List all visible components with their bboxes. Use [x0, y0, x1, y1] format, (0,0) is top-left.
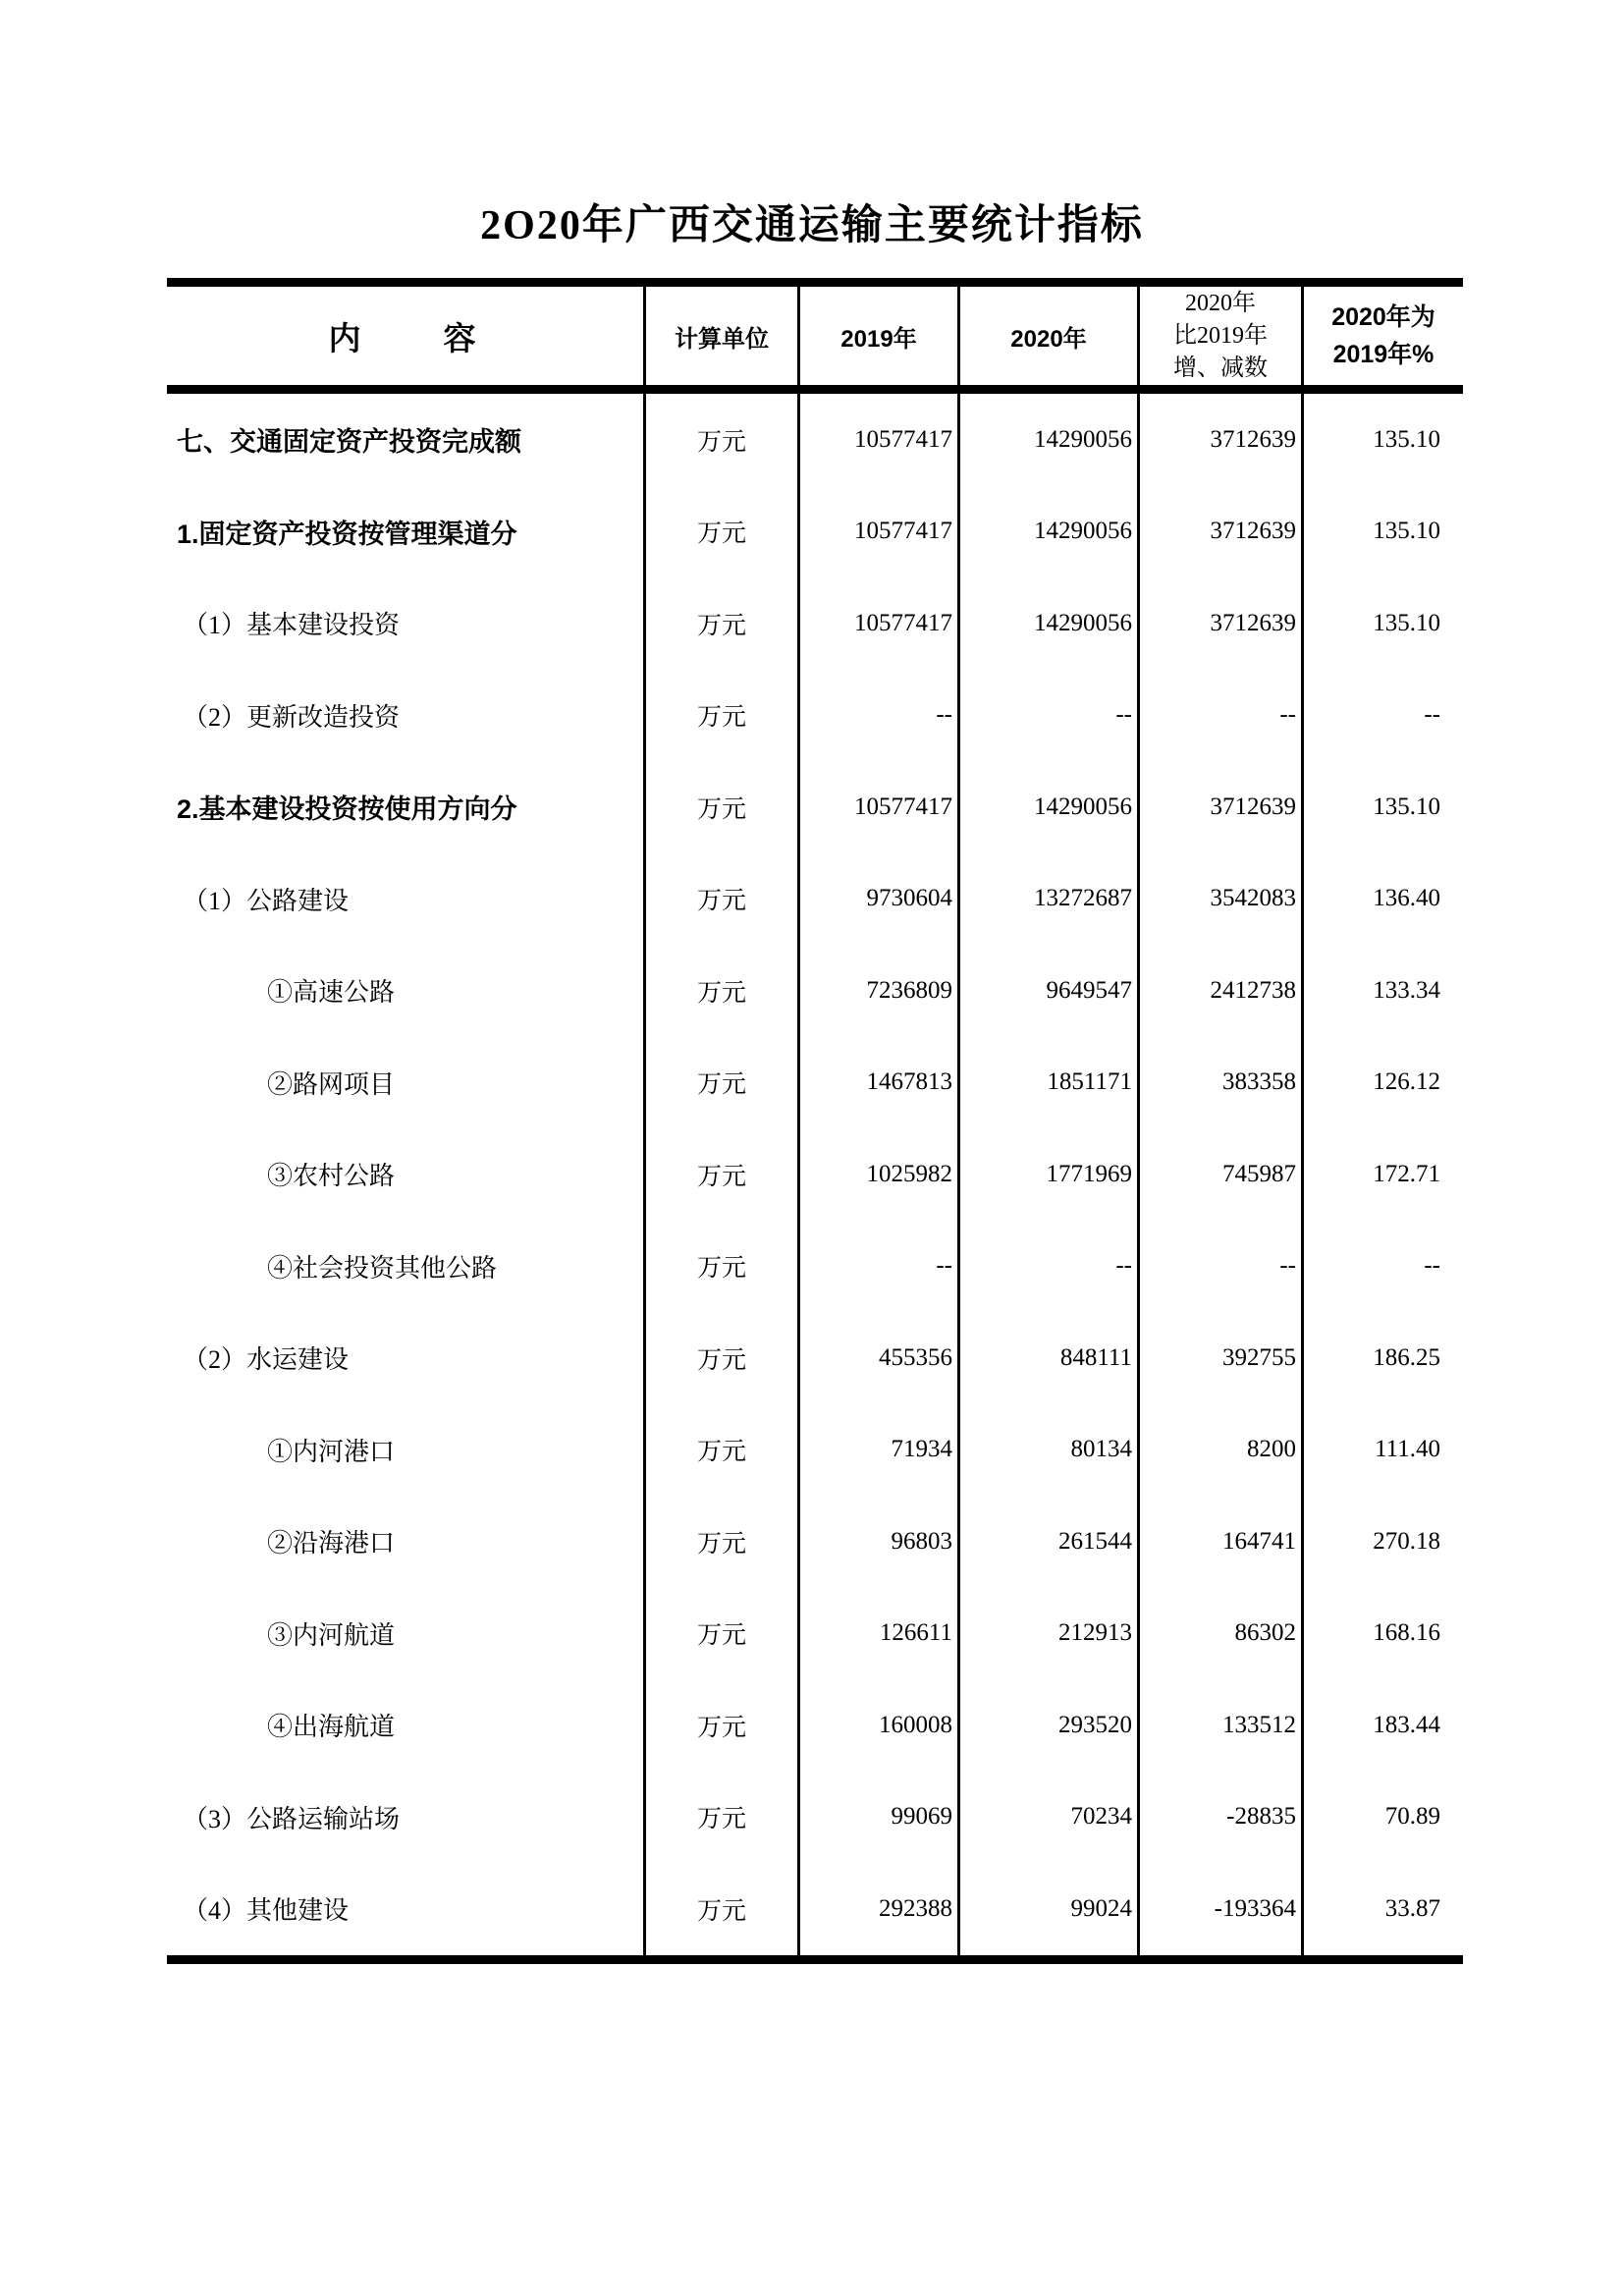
table-row	[167, 1496, 1463, 1588]
diff-cell: 3712639	[1137, 394, 1301, 486]
row-label: ①高速公路	[267, 978, 396, 1008]
table-row	[167, 1404, 1463, 1497]
pct-cell: 135.10	[1301, 394, 1463, 486]
value-2019-cell: --	[797, 670, 957, 762]
diff-cell: 745987	[1137, 1128, 1301, 1221]
header-pct	[1301, 287, 1463, 385]
row-label: （2）更新改造投资	[183, 702, 401, 732]
pct-cell: 183.44	[1301, 1679, 1463, 1772]
row-label: （1）基本建设投资	[183, 611, 401, 640]
pct-cell: --	[1301, 670, 1463, 762]
value-2019-cell: 10577417	[797, 486, 957, 578]
row-label: （2）水运建设	[183, 1345, 350, 1375]
statistics-table	[167, 278, 1463, 1964]
value-2019-cell: 71934	[797, 1404, 957, 1497]
table-header-row	[167, 287, 1463, 394]
row-label: ②路网项目	[267, 1069, 396, 1099]
row-label: （3）公路运输站场	[183, 1804, 401, 1833]
value-2020-cell: 261544	[957, 1496, 1137, 1588]
header-content: 内 容	[328, 319, 482, 356]
value-2020-cell: 99024	[957, 1863, 1137, 1955]
unit-cell: 万元	[643, 1772, 797, 1864]
table-row	[167, 1037, 1463, 1129]
pct-cell: 135.10	[1301, 577, 1463, 670]
value-2020-cell: 293520	[957, 1679, 1137, 1772]
diff-cell: -28835	[1137, 1772, 1301, 1864]
diff-cell: 392755	[1137, 1312, 1301, 1404]
value-2020-cell: 14290056	[957, 761, 1137, 853]
value-2019-cell: 7236809	[797, 945, 957, 1037]
page-title: 2O20年广西交通运输主要统计指标	[480, 203, 1144, 248]
value-2019-cell: 126611	[797, 1588, 957, 1680]
value-2019-cell: 1025982	[797, 1128, 957, 1221]
row-label: 2.基本建设投资按使用方向分	[177, 794, 517, 825]
table-row	[167, 1772, 1463, 1864]
unit-cell: 万元	[643, 577, 797, 670]
diff-cell: 86302	[1137, 1588, 1301, 1680]
header-pct-line2: 2019年%	[1332, 341, 1435, 368]
header-pct-line1: 2020年为	[1331, 303, 1435, 331]
value-2020-cell: 80134	[957, 1404, 1137, 1497]
row-label: ①内河港口	[267, 1437, 396, 1466]
diff-cell: --	[1137, 670, 1301, 762]
unit-cell: 万元	[643, 394, 797, 486]
pct-cell: 133.34	[1301, 945, 1463, 1037]
row-label: 七、交通固定资产投资完成额	[177, 427, 521, 458]
unit-cell: 万元	[643, 1496, 797, 1588]
value-2020-cell: --	[957, 1221, 1137, 1313]
row-label: ④社会投资其他公路	[267, 1253, 498, 1283]
pct-cell: 70.89	[1301, 1772, 1463, 1864]
pct-cell: 186.25	[1301, 1312, 1463, 1404]
pct-cell: 136.40	[1301, 853, 1463, 946]
unit-cell: 万元	[643, 853, 797, 946]
pct-cell: --	[1301, 1221, 1463, 1313]
pct-cell: 135.10	[1301, 761, 1463, 853]
diff-cell: 2412738	[1137, 945, 1301, 1037]
header-diff-line2: 比2019年	[1173, 322, 1268, 349]
diff-cell: 3712639	[1137, 577, 1301, 670]
value-2019-cell: --	[797, 1221, 957, 1313]
header-diff-line1: 2020年	[1185, 290, 1256, 316]
pct-cell: 33.87	[1301, 1863, 1463, 1955]
unit-cell: 万元	[643, 1037, 797, 1129]
value-2020-cell: 14290056	[957, 577, 1137, 670]
row-label: ③内河航道	[267, 1620, 396, 1650]
pct-cell: 168.16	[1301, 1588, 1463, 1680]
diff-cell: 8200	[1137, 1404, 1301, 1497]
value-2019-cell: 292388	[797, 1863, 957, 1955]
unit-cell: 万元	[643, 486, 797, 578]
value-2019-cell: 96803	[797, 1496, 957, 1588]
row-label: ④出海航道	[267, 1713, 396, 1742]
table-row	[167, 1679, 1463, 1772]
value-2019-cell: 160008	[797, 1679, 957, 1772]
value-2020-cell: 848111	[957, 1312, 1137, 1404]
unit-cell: 万元	[643, 1404, 797, 1497]
value-2020-cell: 70234	[957, 1772, 1137, 1864]
table-row	[167, 1312, 1463, 1404]
table-row	[167, 1863, 1463, 1955]
table-row	[167, 1221, 1463, 1313]
diff-cell: 383358	[1137, 1037, 1301, 1129]
table-row	[167, 486, 1463, 578]
unit-cell: 万元	[643, 1863, 797, 1955]
value-2020-cell: 13272687	[957, 853, 1137, 946]
value-2019-cell: 9730604	[797, 853, 957, 946]
unit-cell: 万元	[643, 945, 797, 1037]
header-diff-line3: 增、减数	[1173, 355, 1268, 381]
value-2019-cell: 455356	[797, 1312, 957, 1404]
value-2020-cell: 212913	[957, 1588, 1137, 1680]
table-row	[167, 670, 1463, 762]
header-diff	[1137, 287, 1301, 385]
pct-cell: 172.71	[1301, 1128, 1463, 1221]
diff-cell: 133512	[1137, 1679, 1301, 1772]
value-2020-cell: 14290056	[957, 486, 1137, 578]
row-label: 1.固定资产投资按管理渠道分	[177, 519, 517, 549]
table-row	[167, 577, 1463, 670]
pct-cell: 270.18	[1301, 1496, 1463, 1588]
value-2020-cell: 9649547	[957, 945, 1137, 1037]
row-label: （1）公路建设	[183, 886, 350, 915]
value-2020-cell: 1771969	[957, 1128, 1137, 1221]
diff-cell: 3712639	[1137, 486, 1301, 578]
unit-cell: 万元	[643, 1588, 797, 1680]
diff-cell: 3712639	[1137, 761, 1301, 853]
table-body	[167, 394, 1463, 1955]
unit-cell: 万元	[643, 1312, 797, 1404]
pct-cell: 111.40	[1301, 1404, 1463, 1497]
unit-cell: 万元	[643, 761, 797, 853]
unit-cell: 万元	[643, 1221, 797, 1313]
table-row	[167, 761, 1463, 853]
value-2020-cell: 1851171	[957, 1037, 1137, 1129]
row-label: （4）其他建设	[183, 1896, 350, 1926]
table-row	[167, 1128, 1463, 1221]
pct-cell: 135.10	[1301, 486, 1463, 578]
table-row	[167, 1588, 1463, 1680]
value-2019-cell: 99069	[797, 1772, 957, 1864]
header-unit: 计算单位	[643, 287, 797, 385]
header-2020: 2020年	[957, 287, 1137, 385]
table-row	[167, 394, 1463, 486]
table-row	[167, 945, 1463, 1037]
unit-cell: 万元	[643, 1679, 797, 1772]
unit-cell: 万元	[643, 1128, 797, 1221]
diff-cell: 3542083	[1137, 853, 1301, 946]
unit-cell: 万元	[643, 670, 797, 762]
value-2020-cell: --	[957, 670, 1137, 762]
value-2019-cell: 1467813	[797, 1037, 957, 1129]
diff-cell: 164741	[1137, 1496, 1301, 1588]
diff-cell: -193364	[1137, 1863, 1301, 1955]
value-2020-cell: 14290056	[957, 394, 1137, 486]
table-row	[167, 853, 1463, 946]
row-label: ③农村公路	[267, 1162, 396, 1191]
value-2019-cell: 10577417	[797, 577, 957, 670]
header-2019: 2019年	[797, 287, 957, 385]
row-label: ②沿海港口	[267, 1529, 396, 1558]
value-2019-cell: 10577417	[797, 761, 957, 853]
pct-cell: 126.12	[1301, 1037, 1463, 1129]
value-2019-cell: 10577417	[797, 394, 957, 486]
diff-cell: --	[1137, 1221, 1301, 1313]
